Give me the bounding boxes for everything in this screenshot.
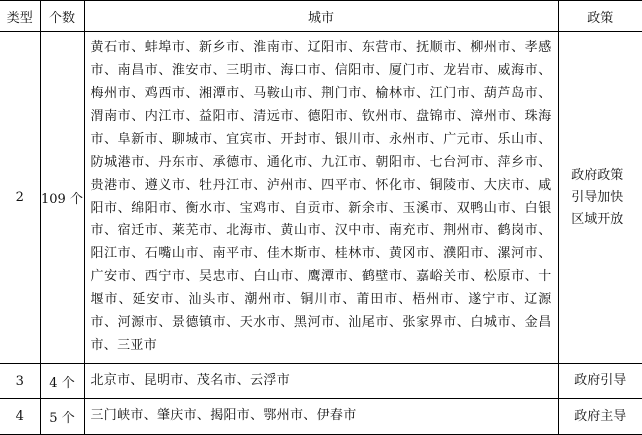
row-policy: 政府引导 [574,373,627,388]
row-count: 109 个 [40,32,84,364]
row-cities: 黄石市、蚌埠市、新乡市、淮南市、辽阳市、东营市、抚顺市、柳州市、孝感市、南昌市、淮安市、三明市、海口市、信阳市、厦门市、龙岩市、威海市、梅州市、鸡西市、湘潭市、马鞍山市、荆门市、榆林市、江门市、葫芦岛市、渭南市、内江市、益阳市、清远市、德阳市、钦州市、盘锦市、漳州市、珠海市、阜新市、聊城市、宜宾市、开封市、银川市、永州市、广元市、乐山市、防城港市、丹东市、承德市、通化市、九江市、朝阳市、七台河市、萍乡市、贵港市、遵义市、牡丹江市、泸州市、四平市、怀化市、铜陵市、大庆市、咸阳市、绵阳市、衡水市、宝鸡市、自贡市、新余市、玉溪市、双鸭山市、白银市、宿迁市、莱芜市、北海市、黄山市、汉中市、南充市、荆州市、鹤岗市、阳江市、石嘴山市、南平市、佳木斯市、桂林市、黄冈市、濮阳市、漯河市、广安市、西宁市、吴忠市、白山市、鹰潭市、鹤壁市、嘉峪关市、松原市、十堰市、延安市、汕头市、潮州市、铜川市、莆田市、梧州市、遂宁市、辽源市、河源市、景德镇市、天水市、黑河市、汕尾市、张家界市、白城市、金昌市、三亚市 [84,32,558,364]
row-policy [558,32,642,364]
row-type: 3 [0,364,40,399]
header-count: 个数 [40,1,84,32]
header-cities: 城市 [84,1,558,32]
table-row [0,399,642,435]
row-cities: 北京市、昆明市、茂名市、云浮市 [84,364,558,399]
row-type: 2 [0,32,40,364]
row-type: 4 [0,399,40,435]
row-cities: 三门峡市、肇庆市、揭阳市、鄂州市、伊春市 [84,399,558,435]
header-type: 类型 [0,1,40,32]
table-row [0,32,642,364]
row-count: 5 个 [40,399,84,435]
row-policy: 政府主导 [574,408,627,424]
table-row [0,364,642,399]
header-row [0,1,642,32]
header-policy: 政策 [587,10,614,26]
row-count: 4 个 [40,364,84,399]
row-policy-text: 政府政策引导加快区域开放 [571,167,624,227]
